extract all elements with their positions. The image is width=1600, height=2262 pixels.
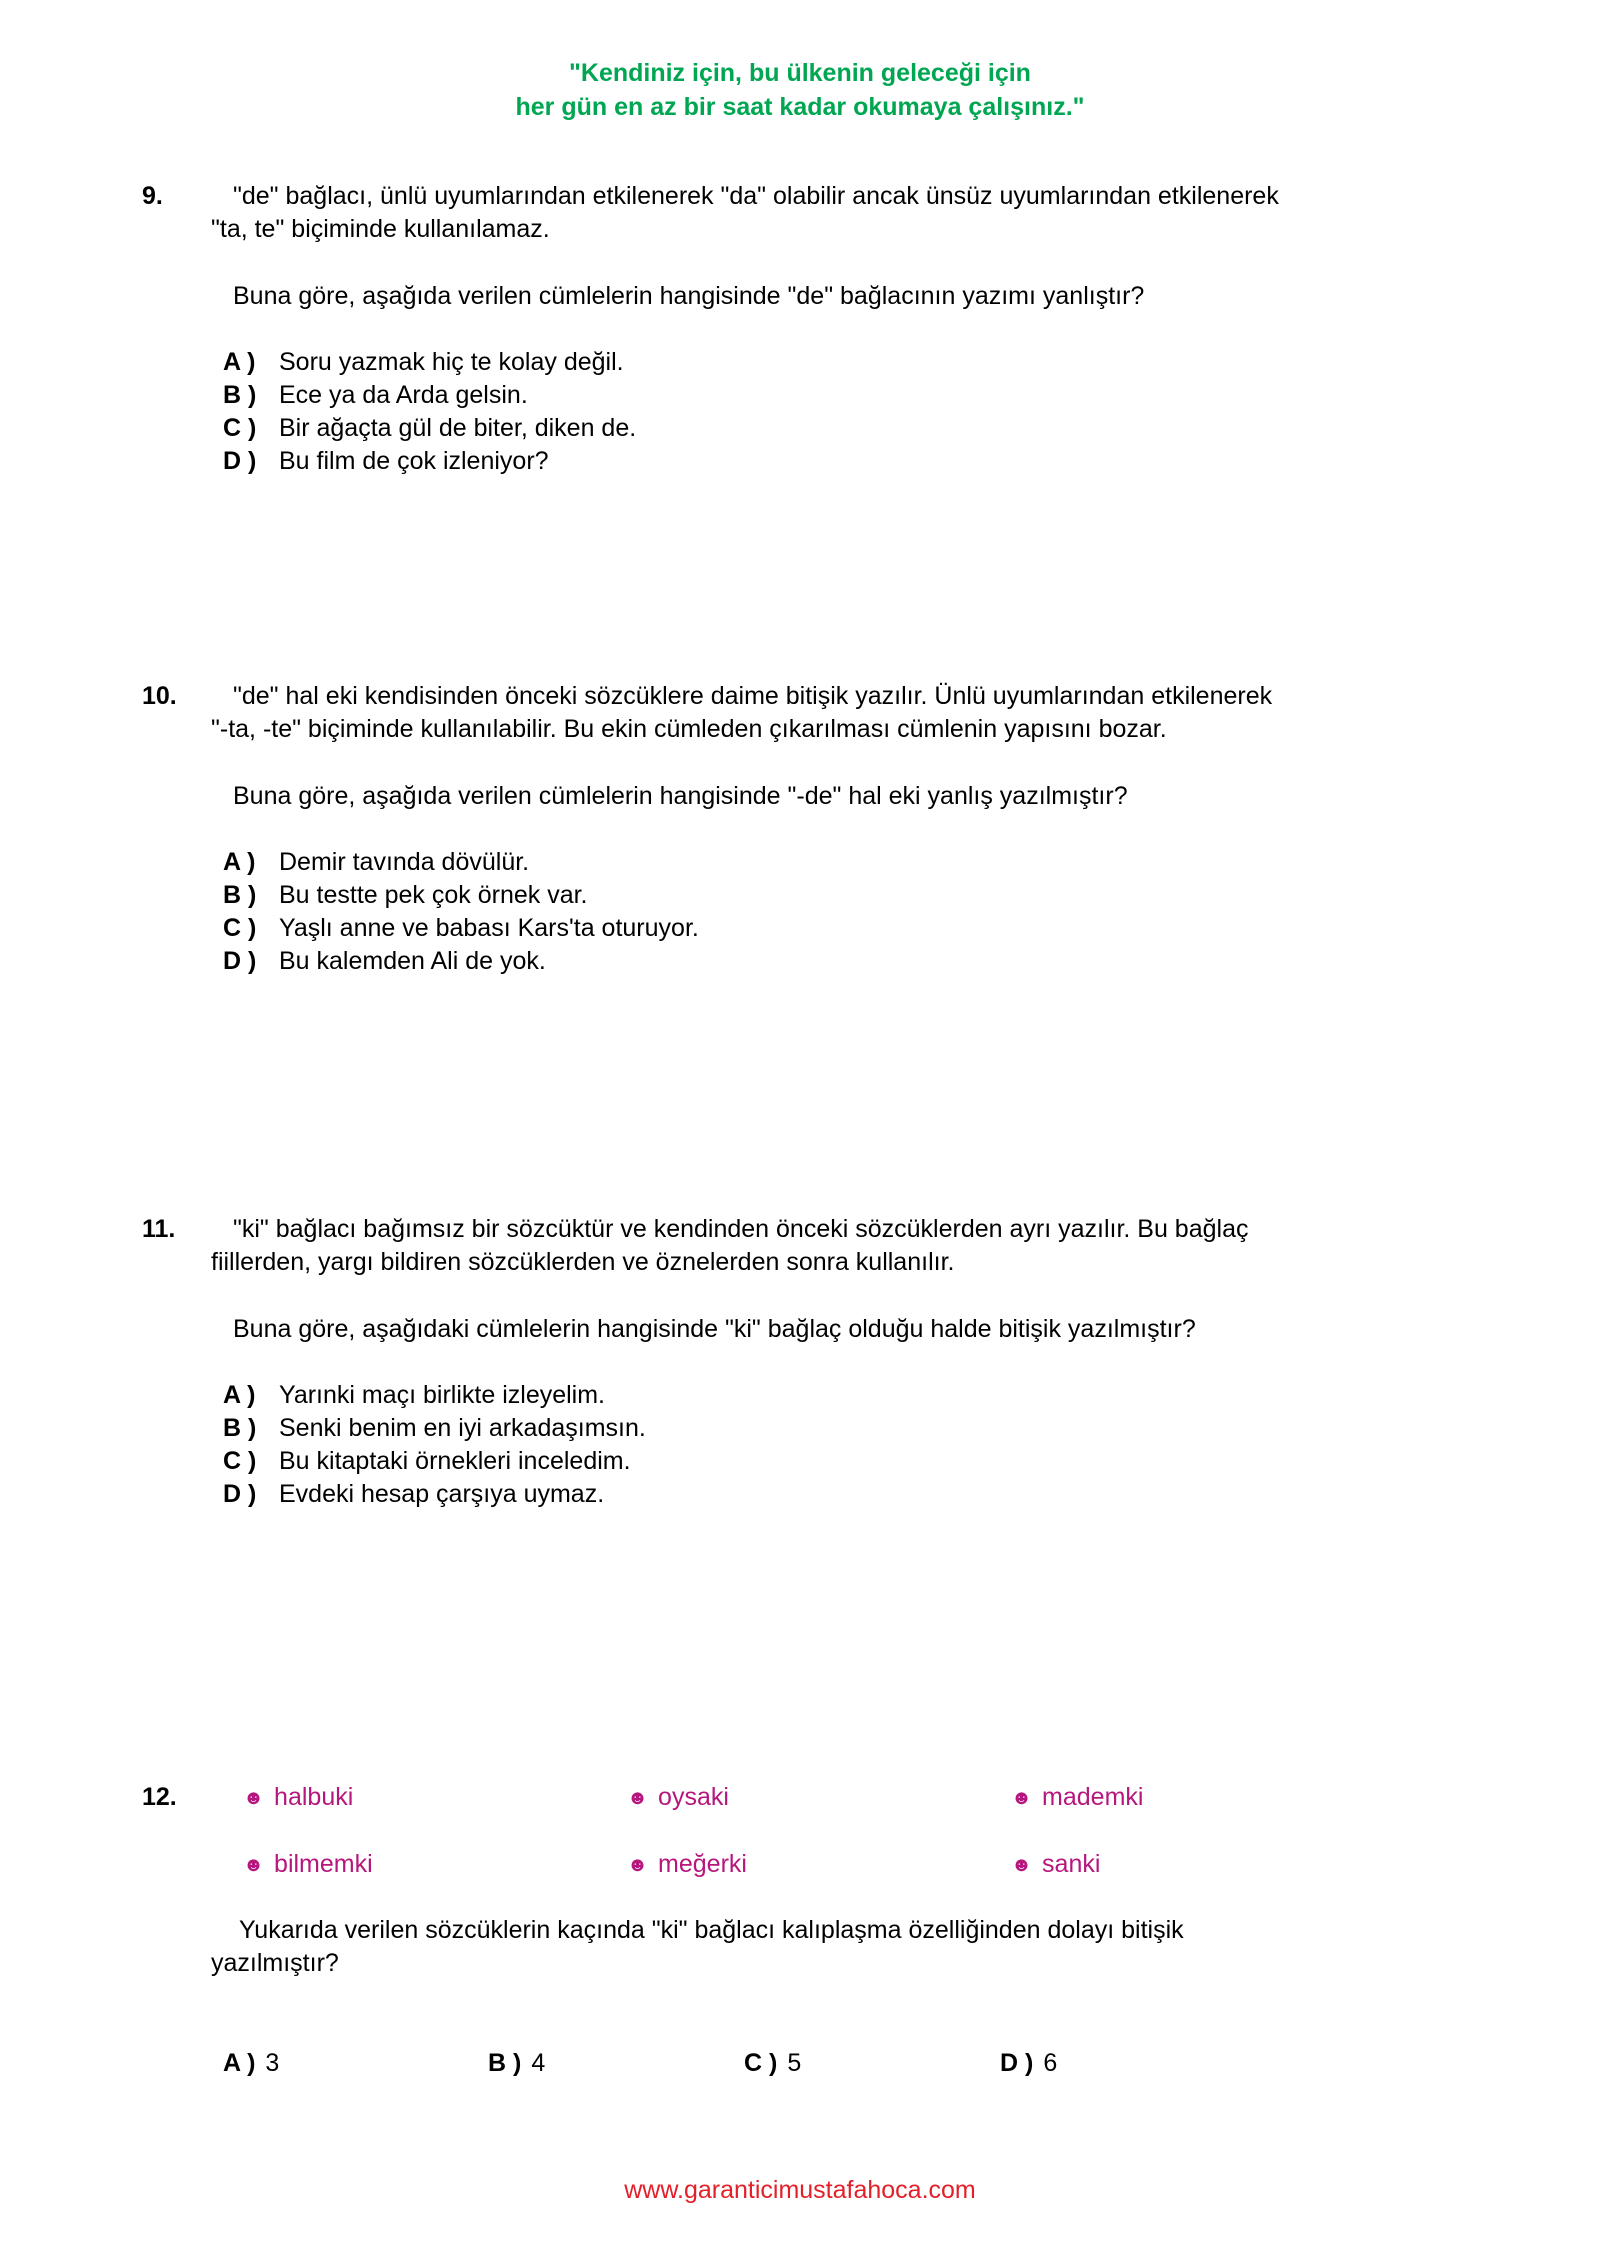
option-text: Yarınki maçı birlikte izleyelim. [279, 1381, 606, 1409]
option-c[interactable] [223, 912, 699, 945]
option-label: D ) [223, 947, 257, 975]
stem-line-2: "ta, te" biçiminde kullanılamaz. [211, 215, 550, 243]
option-b[interactable] [223, 879, 699, 912]
option-label: D ) [223, 447, 257, 475]
smiley-bullet-icon: ☻ [1011, 1787, 1033, 1809]
option-a[interactable] [223, 346, 636, 379]
word-item-megerki [627, 1848, 747, 1883]
question-number: 11. [142, 1215, 176, 1243]
option-label: D ) [1000, 2049, 1034, 2077]
option-a[interactable] [223, 2047, 279, 2080]
options-list [223, 346, 636, 478]
website-link[interactable]: www.garanticimustafahoca.com [624, 2176, 976, 2204]
option-text: Demir tavında dövülür. [279, 848, 530, 876]
option-text: Soru yazmak hiç te kolay değil. [279, 348, 624, 376]
question-stem [211, 180, 1391, 246]
option-text: Bu film de çok izleniyor? [279, 447, 549, 475]
stem-line-1: "ki" bağlacı bağımsız bir sözcüktür ve kendinden önceki sözcüklerden ayrı yazılır. Bu bağlaç [233, 1215, 1249, 1243]
smiley-bullet-icon: ☻ [627, 1854, 649, 1876]
stem-line-2: fiillerden, yargı bildiren sözcüklerden ve öznelerden sonra kullanılır. [211, 1248, 955, 1276]
prompt-line-2: yazılmıştır? [211, 1949, 339, 1977]
option-text: 5 [787, 2049, 802, 2077]
prompt-line-1: Yukarıda verilen sözcüklerin kaçında "ki" bağlacı kalıplaşma özelliğinden dolayı bitişik [239, 1916, 1184, 1944]
option-c[interactable] [744, 2047, 801, 2080]
option-text: Yaşlı anne ve babası Kars'ta oturuyor. [279, 914, 699, 942]
option-label: A ) [223, 2049, 256, 2077]
word-text: meğerki [658, 1850, 747, 1878]
question-number: 12. [142, 1783, 177, 1811]
option-text: 6 [1043, 2049, 1058, 2077]
stem-line-1: "de" hal eki kendisinden önceki sözcüklere daime bitişik yazılır. Ünlü uyumlarından etkilenerek [233, 682, 1273, 710]
word-text: oysaki [658, 1783, 729, 1811]
word-text: mademki [1042, 1783, 1144, 1811]
option-label: A ) [223, 348, 256, 376]
question-prompt: Buna göre, aşağıdaki cümlelerin hangisinde "ki" bağlaç olduğu halde bitişik yazılmıştır? [233, 1315, 1196, 1343]
word-item-bilmemki [243, 1848, 373, 1883]
option-text: Bu testte pek çok örnek var. [279, 881, 588, 909]
question-prompt [211, 1914, 1391, 1980]
smiley-bullet-icon: ☻ [627, 1787, 649, 1809]
option-d[interactable] [223, 1478, 646, 1511]
smiley-bullet-icon: ☻ [243, 1787, 265, 1809]
option-text: Bu kalemden Ali de yok. [279, 947, 546, 975]
option-b[interactable] [223, 379, 636, 412]
word-item-oysaki [627, 1781, 729, 1816]
option-label: B ) [223, 881, 257, 909]
option-c[interactable] [223, 1445, 646, 1478]
option-text: Ece ya da Arda gelsin. [279, 381, 528, 409]
option-d[interactable] [1000, 2047, 1057, 2080]
option-label: B ) [488, 2049, 522, 2077]
question-stem [211, 1213, 1391, 1279]
option-b[interactable] [488, 2047, 545, 2080]
question-number: 9. [142, 182, 163, 210]
option-text: 4 [531, 2049, 546, 2077]
option-text: Bir ağaçta gül de biter, diken de. [279, 414, 637, 442]
option-label: A ) [223, 1381, 256, 1409]
option-label: C ) [223, 414, 257, 442]
option-label: C ) [223, 1447, 257, 1475]
question-stem [211, 680, 1391, 746]
smiley-bullet-icon: ☻ [243, 1854, 265, 1876]
stem-line-1: "de" bağlacı, ünlü uyumlarından etkilenerek "da" olabilir ancak ünsüz uyumlarından etkilenerek [233, 182, 1279, 210]
stem-line-2: "-ta, -te" biçiminde kullanılabilir. Bu ekin cümleden çıkarılması cümlenin yapısını bozar. [211, 715, 1167, 743]
word-text: sanki [1042, 1850, 1101, 1878]
option-d[interactable] [223, 945, 699, 978]
option-c[interactable] [223, 412, 636, 445]
smiley-bullet-icon: ☻ [1011, 1854, 1033, 1876]
word-text: halbuki [274, 1783, 354, 1811]
word-item-mademki [1011, 1781, 1143, 1816]
option-label: C ) [223, 914, 257, 942]
option-label: A ) [223, 848, 256, 876]
question-prompt: Buna göre, aşağıda verilen cümlelerin hangisinde "de" bağlacının yazımı yanlıştır? [233, 282, 1145, 310]
word-item-sanki [1011, 1848, 1100, 1883]
option-label: C ) [744, 2049, 778, 2077]
word-item-halbuki [243, 1781, 353, 1816]
option-a[interactable] [223, 846, 699, 879]
option-text: 3 [265, 2049, 280, 2077]
option-text: Bu kitaptaki örnekleri inceledim. [279, 1447, 631, 1475]
option-b[interactable] [223, 1412, 646, 1445]
motto-line-2: her gün en az bir saat kadar okumaya çalışınız." [515, 93, 1085, 121]
word-text: bilmemki [274, 1850, 373, 1878]
option-a[interactable] [223, 1379, 646, 1412]
options-list [223, 846, 699, 978]
motto-line-1: "Kendiniz için, bu ülkenin geleceği için [569, 59, 1031, 87]
question-prompt: Buna göre, aşağıda verilen cümlelerin hangisinde "-de" hal eki yanlış yazılmıştır? [233, 782, 1128, 810]
option-text: Evdeki hesap çarşıya uymaz. [279, 1480, 605, 1508]
option-label: B ) [223, 381, 257, 409]
option-text: Senki benim en iyi arkadaşımsın. [279, 1414, 646, 1442]
question-number: 10. [142, 682, 177, 710]
option-label: B ) [223, 1414, 257, 1442]
option-d[interactable] [223, 445, 636, 478]
option-label: D ) [223, 1480, 257, 1508]
options-list [223, 1379, 646, 1511]
motto-header [0, 56, 1600, 124]
